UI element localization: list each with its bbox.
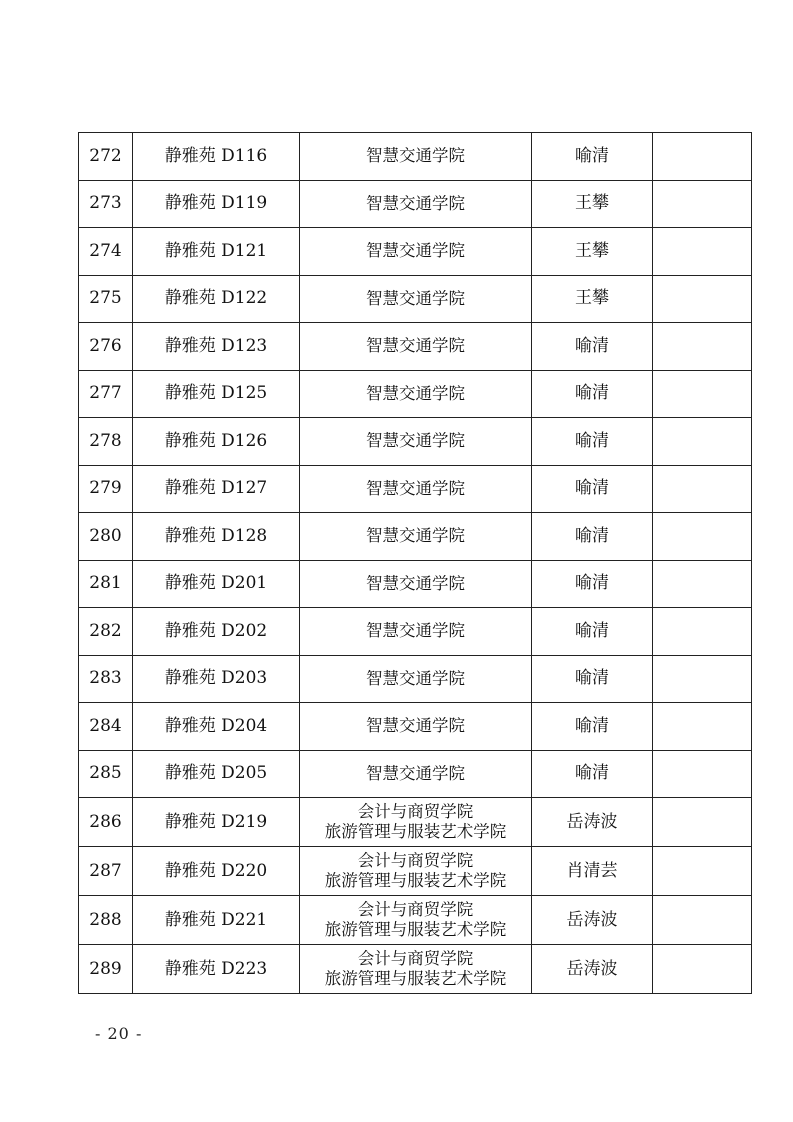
cell-number: 273 <box>79 180 133 228</box>
table-row <box>79 945 752 994</box>
table-row <box>79 703 752 751</box>
cell-number: 287 <box>79 847 133 896</box>
cell-room: 静雅苑 D201 <box>133 560 300 608</box>
cell-college <box>300 465 532 513</box>
table-row <box>79 323 752 371</box>
college-name: 智慧交通学院 <box>366 146 465 166</box>
college-name: 会计与商贸学院 <box>357 802 474 821</box>
cell-person: 喻清 <box>532 370 653 418</box>
cell-number: 280 <box>79 513 133 561</box>
cell-person: 喻清 <box>532 560 653 608</box>
college-name: 旅游管理与服装艺术学院 <box>324 920 507 939</box>
college-name: 旅游管理与服装艺术学院 <box>324 822 507 841</box>
page-number: - 20 - <box>95 1024 143 1043</box>
cell-college <box>300 608 532 656</box>
college-name: 智慧交通学院 <box>366 336 465 356</box>
cell-college <box>300 418 532 466</box>
cell-number: 286 <box>79 798 133 847</box>
cell-college <box>300 798 532 847</box>
cell-number: 277 <box>79 370 133 418</box>
cell-note <box>653 896 752 945</box>
cell-person: 喻清 <box>532 750 653 798</box>
cell-note <box>653 418 752 466</box>
cell-number: 272 <box>79 133 133 181</box>
table-body <box>79 133 752 994</box>
cell-note <box>653 228 752 276</box>
college-name: 智慧交通学院 <box>366 193 465 213</box>
table-row <box>79 228 752 276</box>
table-row <box>79 655 752 703</box>
cell-college <box>300 896 532 945</box>
cell-number: 274 <box>79 228 133 276</box>
cell-person: 岳涛波 <box>532 798 653 847</box>
cell-college <box>300 560 532 608</box>
cell-note <box>653 703 752 751</box>
cell-number: 276 <box>79 323 133 371</box>
table-row <box>79 896 752 945</box>
cell-note <box>653 275 752 323</box>
cell-number: 283 <box>79 655 133 703</box>
cell-room: 静雅苑 D203 <box>133 655 300 703</box>
cell-room: 静雅苑 D121 <box>133 228 300 276</box>
cell-number: 285 <box>79 750 133 798</box>
table-row <box>79 465 752 513</box>
dormitory-assignment-table <box>78 132 752 994</box>
college-name: 智慧交通学院 <box>366 573 465 593</box>
college-name: 智慧交通学院 <box>366 716 465 736</box>
cell-college <box>300 180 532 228</box>
cell-number: 281 <box>79 560 133 608</box>
cell-person: 喻清 <box>532 418 653 466</box>
cell-room: 静雅苑 D119 <box>133 180 300 228</box>
cell-person: 喻清 <box>532 655 653 703</box>
college-name: 智慧交通学院 <box>366 526 465 546</box>
cell-note <box>653 370 752 418</box>
table-row <box>79 370 752 418</box>
cell-person: 喻清 <box>532 133 653 181</box>
cell-room: 静雅苑 D223 <box>133 945 300 994</box>
cell-person: 王攀 <box>532 180 653 228</box>
cell-number: 279 <box>79 465 133 513</box>
cell-room: 静雅苑 D122 <box>133 275 300 323</box>
cell-note <box>653 560 752 608</box>
cell-room: 静雅苑 D125 <box>133 370 300 418</box>
cell-college <box>300 703 532 751</box>
cell-note <box>653 513 752 561</box>
cell-note <box>653 465 752 513</box>
college-name: 智慧交通学院 <box>366 668 465 688</box>
cell-number: 284 <box>79 703 133 751</box>
college-name: 会计与商贸学院 <box>357 900 474 919</box>
cell-room: 静雅苑 D220 <box>133 847 300 896</box>
table-row <box>79 418 752 466</box>
cell-number: 289 <box>79 945 133 994</box>
cell-college <box>300 133 532 181</box>
cell-room: 静雅苑 D221 <box>133 896 300 945</box>
college-name: 智慧交通学院 <box>366 478 465 498</box>
cell-college <box>300 275 532 323</box>
cell-note <box>653 608 752 656</box>
cell-college <box>300 228 532 276</box>
cell-college <box>300 655 532 703</box>
college-name: 会计与商贸学院 <box>357 949 474 968</box>
cell-college <box>300 847 532 896</box>
table-row <box>79 847 752 896</box>
college-name: 智慧交通学院 <box>366 288 465 308</box>
cell-number: 282 <box>79 608 133 656</box>
cell-note <box>653 323 752 371</box>
cell-room: 静雅苑 D202 <box>133 608 300 656</box>
cell-room: 静雅苑 D205 <box>133 750 300 798</box>
table-row <box>79 798 752 847</box>
cell-room: 静雅苑 D204 <box>133 703 300 751</box>
cell-college <box>300 370 532 418</box>
cell-number: 288 <box>79 896 133 945</box>
cell-person: 喻清 <box>532 703 653 751</box>
cell-number: 275 <box>79 275 133 323</box>
cell-note <box>653 655 752 703</box>
cell-room: 静雅苑 D128 <box>133 513 300 561</box>
college-name: 智慧交通学院 <box>366 431 465 451</box>
cell-note <box>653 750 752 798</box>
cell-room: 静雅苑 D219 <box>133 798 300 847</box>
cell-number: 278 <box>79 418 133 466</box>
cell-person: 喻清 <box>532 323 653 371</box>
table-row <box>79 513 752 561</box>
cell-note <box>653 847 752 896</box>
table-row <box>79 133 752 181</box>
college-name: 旅游管理与服装艺术学院 <box>324 969 507 988</box>
table-row <box>79 275 752 323</box>
cell-person: 岳涛波 <box>532 896 653 945</box>
cell-note <box>653 133 752 181</box>
cell-person: 喻清 <box>532 513 653 561</box>
cell-person: 王攀 <box>532 275 653 323</box>
cell-room: 静雅苑 D126 <box>133 418 300 466</box>
college-name: 旅游管理与服装艺术学院 <box>324 871 507 890</box>
cell-note <box>653 180 752 228</box>
college-name: 智慧交通学院 <box>366 763 465 783</box>
cell-note <box>653 798 752 847</box>
college-name: 智慧交通学院 <box>366 621 465 641</box>
college-name: 智慧交通学院 <box>366 241 465 261</box>
table-row <box>79 180 752 228</box>
cell-person: 王攀 <box>532 228 653 276</box>
cell-college <box>300 323 532 371</box>
cell-person: 岳涛波 <box>532 945 653 994</box>
cell-room: 静雅苑 D123 <box>133 323 300 371</box>
college-name: 会计与商贸学院 <box>357 851 474 870</box>
table-row <box>79 560 752 608</box>
table-row <box>79 750 752 798</box>
cell-college <box>300 513 532 561</box>
cell-college <box>300 945 532 994</box>
cell-note <box>653 945 752 994</box>
cell-college <box>300 750 532 798</box>
cell-person: 喻清 <box>532 608 653 656</box>
college-name: 智慧交通学院 <box>366 383 465 403</box>
cell-room: 静雅苑 D127 <box>133 465 300 513</box>
cell-person: 喻清 <box>532 465 653 513</box>
table-row <box>79 608 752 656</box>
cell-person: 肖清芸 <box>532 847 653 896</box>
cell-room: 静雅苑 D116 <box>133 133 300 181</box>
